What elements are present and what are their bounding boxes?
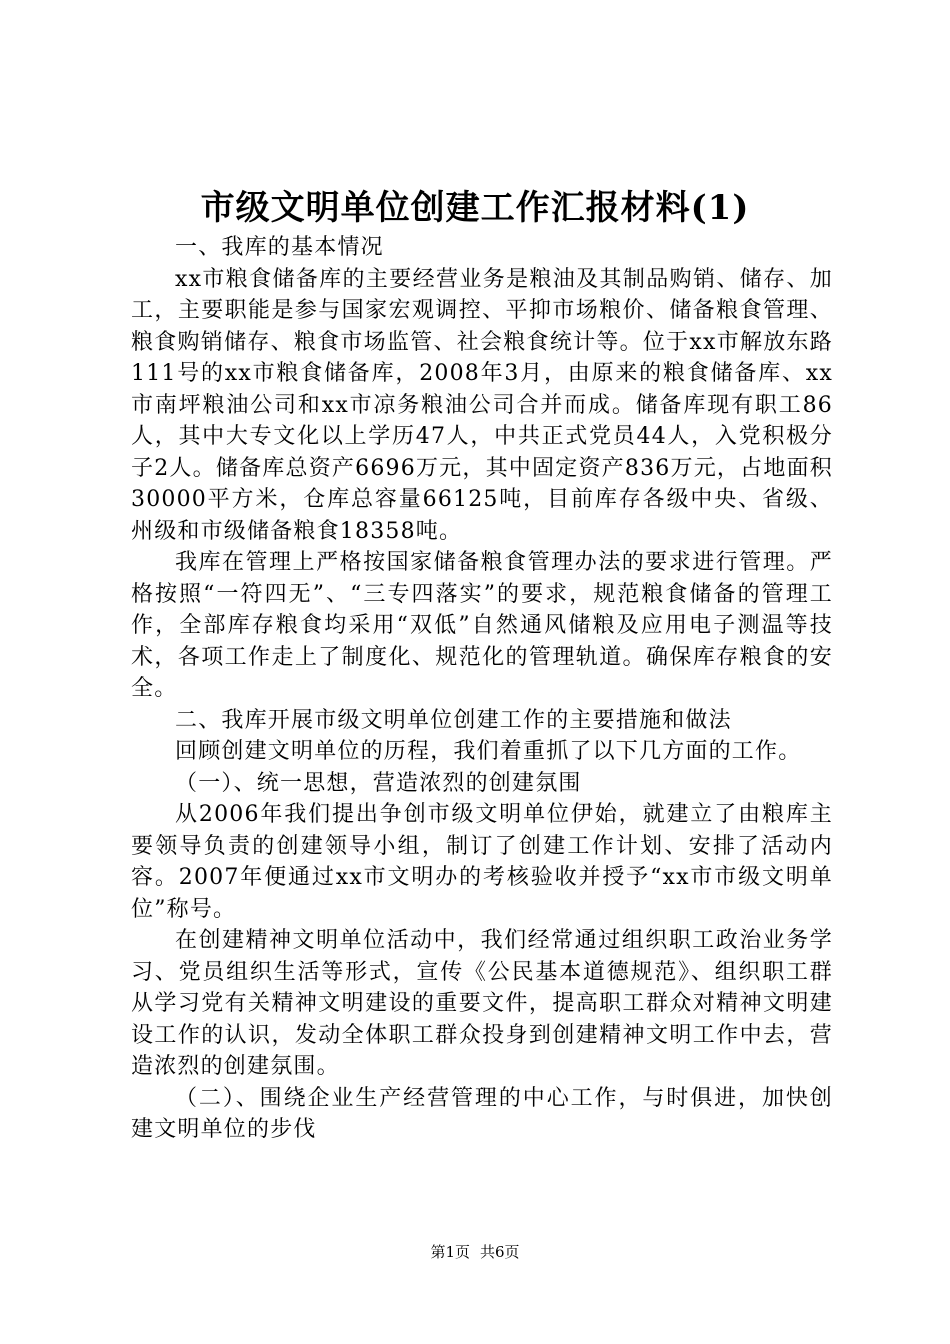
subheading-unify-thinking: （一）、统一思想，营造浓烈的创建氛围 — [175, 770, 582, 796]
section-heading-basic-info: 一、我库的基本情况 — [175, 235, 384, 260]
page-total: 共6页 — [480, 1243, 520, 1261]
document-body — [131, 232, 833, 1146]
subheading-business-center: （二）、围绕企业生产经营管理的中心工作，与时俱进，加快创建文明单位的步伐 — [131, 1085, 833, 1142]
paragraph-management: 我库在管理上严格按国家储备粮食管理办法的要求进行管理。严格按照“一符四无”、“三专四落实”的要求，规范粮食储备的管理工作，全部库存粮食均采用“双低”自然通风储粮及应用电子测温等技术，各项工作走上了制度化、规范化的管理轨道。确保库存粮食的安全。 — [131, 550, 833, 701]
section-heading-measures: 二、我库开展市级文明单位创建工作的主要措施和做法 — [175, 707, 732, 733]
page-footer — [0, 1242, 950, 1262]
paragraph-overview: xx市粮食储备库的主要经营业务是粮油及其制品购销、储存、加工，主要职能是参与国家宏观调控、平抑市场粮价、储备粮食管理、粮食购销储存、粮食市场监管、社会粮食统计等。位于xx市解放东路111号的xx市粮食储备库，2008年3月，由原来的粮食储备库、xx市南坪粮油公司和xx市凉务粮油公司合并而成。储备库现有职工86人，其中大专文化以上学历47人，中共正式党员44人，入党积极分子2人。储备库总资产6696万元，其中固定资产836万元，占地面积30000平方米，仓库总容量66125吨，目前库存各级中央、省级、州级和市级储备粮食18358吨。 — [131, 266, 833, 544]
paragraph-2006-start: 从2006年我们提出争创市级文明单位伊始，就建立了由粮库主要领导负责的创建领导小组，制订了创建工作计划、安排了活动内容。2007年便通过xx市文明办的考核验收并授予“xx市市级文明单位”称号。 — [131, 802, 833, 922]
page-number: 第1页 — [430, 1243, 470, 1261]
paragraph-review: 回顾创建文明单位的历程，我们着重抓了以下几方面的工作。 — [175, 739, 802, 764]
document-title: 市级文明单位创建工作汇报材料(1) — [200, 188, 750, 228]
paragraph-spiritual-civilization: 在创建精神文明单位活动中，我们经常通过组织职工政治业务学习、党员组织生活等形式，宣传《公民基本道德规范》、组织职工群从学习党有关精神文明建设的重要文件，提高职工群众对精神文明建设工作的认识，发动全体职工群众投身到创建精神文明工作中去，营造浓烈的创建氛围。 — [131, 928, 833, 1079]
